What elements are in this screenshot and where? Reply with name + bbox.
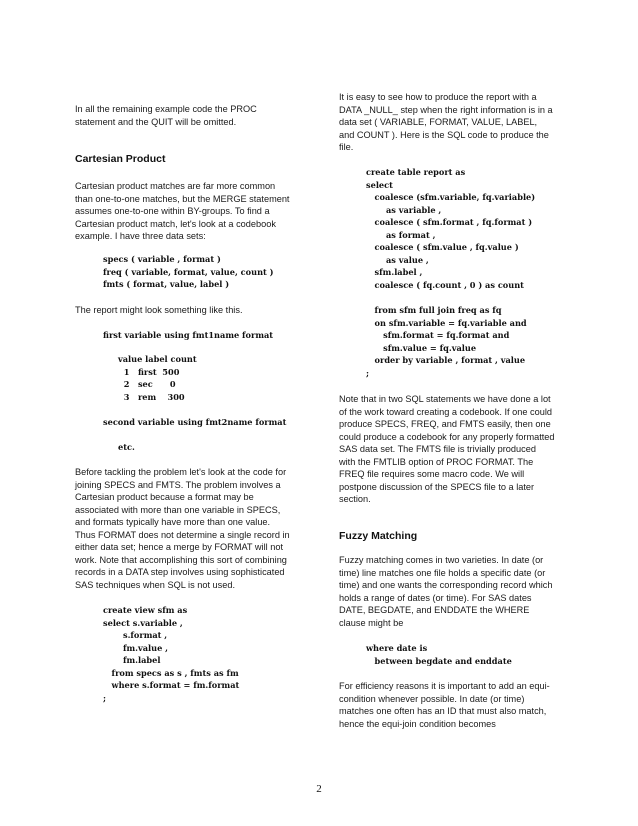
text-line: select s.variable , bbox=[103, 617, 183, 628]
report-etc: etc. bbox=[118, 442, 135, 452]
report-table bbox=[118, 353, 197, 403]
text-line: SAS techniques when SQL is not used. bbox=[75, 579, 236, 590]
text-line: create table report as bbox=[366, 167, 466, 177]
text-line: create view sfm as bbox=[103, 605, 188, 615]
before-tackling-paragraph bbox=[75, 466, 298, 591]
text-line: postpone discussion of the SPECS file to a later bbox=[339, 481, 535, 492]
text-line: from sfm full join freq as fq bbox=[366, 305, 502, 316]
text-line: In all the remaining example code the PROC bbox=[75, 104, 257, 114]
text-line: file. bbox=[339, 142, 354, 153]
text-line: Before tackling the problem let's look at the code for bbox=[75, 467, 287, 477]
report-heading-line-1: first variable using fmt1name format bbox=[103, 330, 274, 340]
text-line: time) line matches one file holds a specific date (or bbox=[339, 567, 546, 578]
text-line: matches one often has an ID that must also match, bbox=[339, 706, 547, 717]
fuzzy-paragraph bbox=[339, 554, 562, 629]
text-line: fmts ( format, value, label ) bbox=[103, 279, 230, 290]
text-line: coalesce ( sfm.value , fq.value ) bbox=[366, 242, 519, 253]
text-line: holds a range of dates (or time). For SAS dates bbox=[339, 592, 532, 603]
text-line: time) and one wants the corresponding record which bbox=[339, 580, 553, 591]
text-line: freq ( variable, format, value, count ) bbox=[103, 266, 274, 277]
text-line: Note that in two SQL statements we have done a lot bbox=[339, 394, 551, 404]
report-heading-line-2: second variable using fmt2name format bbox=[103, 417, 287, 427]
text-line: fm.label bbox=[103, 655, 161, 666]
text-line: as value , bbox=[366, 254, 429, 265]
create-table-code-block bbox=[366, 166, 535, 379]
text-line: as variable , bbox=[366, 204, 442, 215]
text-line: Cartesian product match, let's look at a codebook bbox=[75, 218, 276, 229]
text-line: on sfm.variable = fq.variable and bbox=[366, 317, 527, 328]
text-line: of the work toward creating a codebook. If one could bbox=[339, 406, 552, 417]
text-line: Fuzzy matching comes in two varieties. In date (or bbox=[339, 555, 544, 565]
text-line: example. I have three data sets: bbox=[75, 231, 206, 242]
efficiency-paragraph bbox=[339, 680, 562, 730]
text-line: coalesce (sfm.variable, fq.variable) bbox=[366, 192, 536, 203]
text-line: records in a DATA step involves using sophisticated bbox=[75, 567, 285, 578]
text-line: section. bbox=[339, 494, 371, 505]
text-line: 2 sec 0 bbox=[118, 379, 176, 390]
text-line: condition whenever possible. In date (or time) bbox=[339, 693, 525, 704]
text-line: data set ( VARIABLE, FORMAT, VALUE, LABEL, bbox=[339, 117, 538, 128]
text-line: and formats typically have more than one value. bbox=[75, 517, 271, 528]
text-line: hence the equi-join condition becomes bbox=[339, 718, 496, 729]
section-heading-cartesian-product: Cartesian Product bbox=[75, 153, 166, 165]
text-line: ; bbox=[103, 692, 107, 703]
text-line: clause might be bbox=[339, 617, 404, 628]
right-intro-paragraph bbox=[339, 91, 562, 154]
text-line: value label count bbox=[118, 354, 197, 364]
text-line: select bbox=[366, 179, 393, 190]
text-line: and COUNT ). Here is the SQL code to produce the bbox=[339, 129, 549, 140]
cartesian-paragraph bbox=[75, 180, 298, 243]
text-line: order by variable , format , value bbox=[366, 355, 526, 366]
note-paragraph bbox=[339, 393, 562, 506]
text-line: joining SPECS and FMTS. The problem involves a bbox=[75, 479, 281, 490]
text-line: fm.value , bbox=[103, 642, 169, 653]
text-line: For efficiency reasons it is important to add an equi- bbox=[339, 681, 550, 691]
text-line: DATE, BEGDATE, and ENDDATE the WHERE bbox=[339, 605, 530, 616]
text-line: sfm.label , bbox=[366, 267, 423, 278]
text-line: from specs as s , fmts as fm bbox=[103, 667, 239, 678]
text-line: where date is bbox=[366, 643, 428, 653]
text-line: specs ( variable , format ) bbox=[103, 254, 221, 264]
text-line: SAS data set. The FMTS file is trivially produced bbox=[339, 444, 536, 455]
text-line: associated with more than one variable in SPECS, bbox=[75, 504, 281, 515]
text-line: coalesce ( fq.count , 0 ) as count bbox=[366, 279, 524, 290]
text-line: where s.format = fm.format bbox=[103, 680, 240, 691]
text-line: sfm.value = fq.value bbox=[366, 342, 477, 353]
text-line: produce SPECS, FREQ, and FMTS easily, then one bbox=[339, 419, 551, 430]
text-line: either data set; hence a merge by FORMAT will not bbox=[75, 542, 284, 553]
where-code-block bbox=[366, 642, 512, 667]
text-line: FREQ file requires some macro code. We will bbox=[339, 469, 525, 480]
text-line: DATA _NULL_ step when the right information is in a bbox=[339, 104, 553, 115]
text-line: as format , bbox=[366, 229, 436, 240]
section-heading-fuzzy-matching: Fuzzy Matching bbox=[339, 530, 418, 542]
text-line: assumes one-to-one within BY-groups. To find a bbox=[75, 206, 270, 217]
text-line bbox=[366, 291, 535, 304]
text-line: with the FMTLIB option of PROC FORMAT. The bbox=[339, 456, 534, 467]
report-intro-text: The report might look something like this. bbox=[75, 305, 243, 315]
text-line: between begdate and enddate bbox=[366, 655, 512, 666]
intro-paragraph bbox=[75, 103, 298, 128]
page-number: 2 bbox=[316, 783, 322, 795]
text-line: It is easy to see how to produce the report with a bbox=[339, 92, 537, 102]
text-line: 1 first 500 bbox=[118, 366, 180, 377]
datasets-code-block bbox=[103, 253, 274, 291]
text-line: Thus FORMAT does not determine a single record in bbox=[75, 529, 290, 540]
text-line: statement and the QUIT will be omitted. bbox=[75, 116, 237, 127]
text-line: than one-to-one matches, but the MERGE statement bbox=[75, 193, 290, 204]
text-line: could produce a codebook for any properly formatted bbox=[339, 431, 555, 442]
text-line: Cartesian product matches are far more common bbox=[75, 181, 276, 191]
text-line: 3 rem 300 bbox=[118, 391, 185, 402]
text-line: Cartesian product because a format may be bbox=[75, 492, 254, 503]
text-line: work. Note that accomplishing this sort of combining bbox=[75, 554, 287, 565]
create-view-code-block bbox=[103, 604, 239, 704]
text-line: ; bbox=[366, 367, 370, 378]
text-line: s.format , bbox=[103, 630, 168, 641]
text-line: sfm.format = fq.format and bbox=[366, 330, 510, 341]
text-line: coalesce ( sfm.format , fq.format ) bbox=[366, 217, 533, 228]
